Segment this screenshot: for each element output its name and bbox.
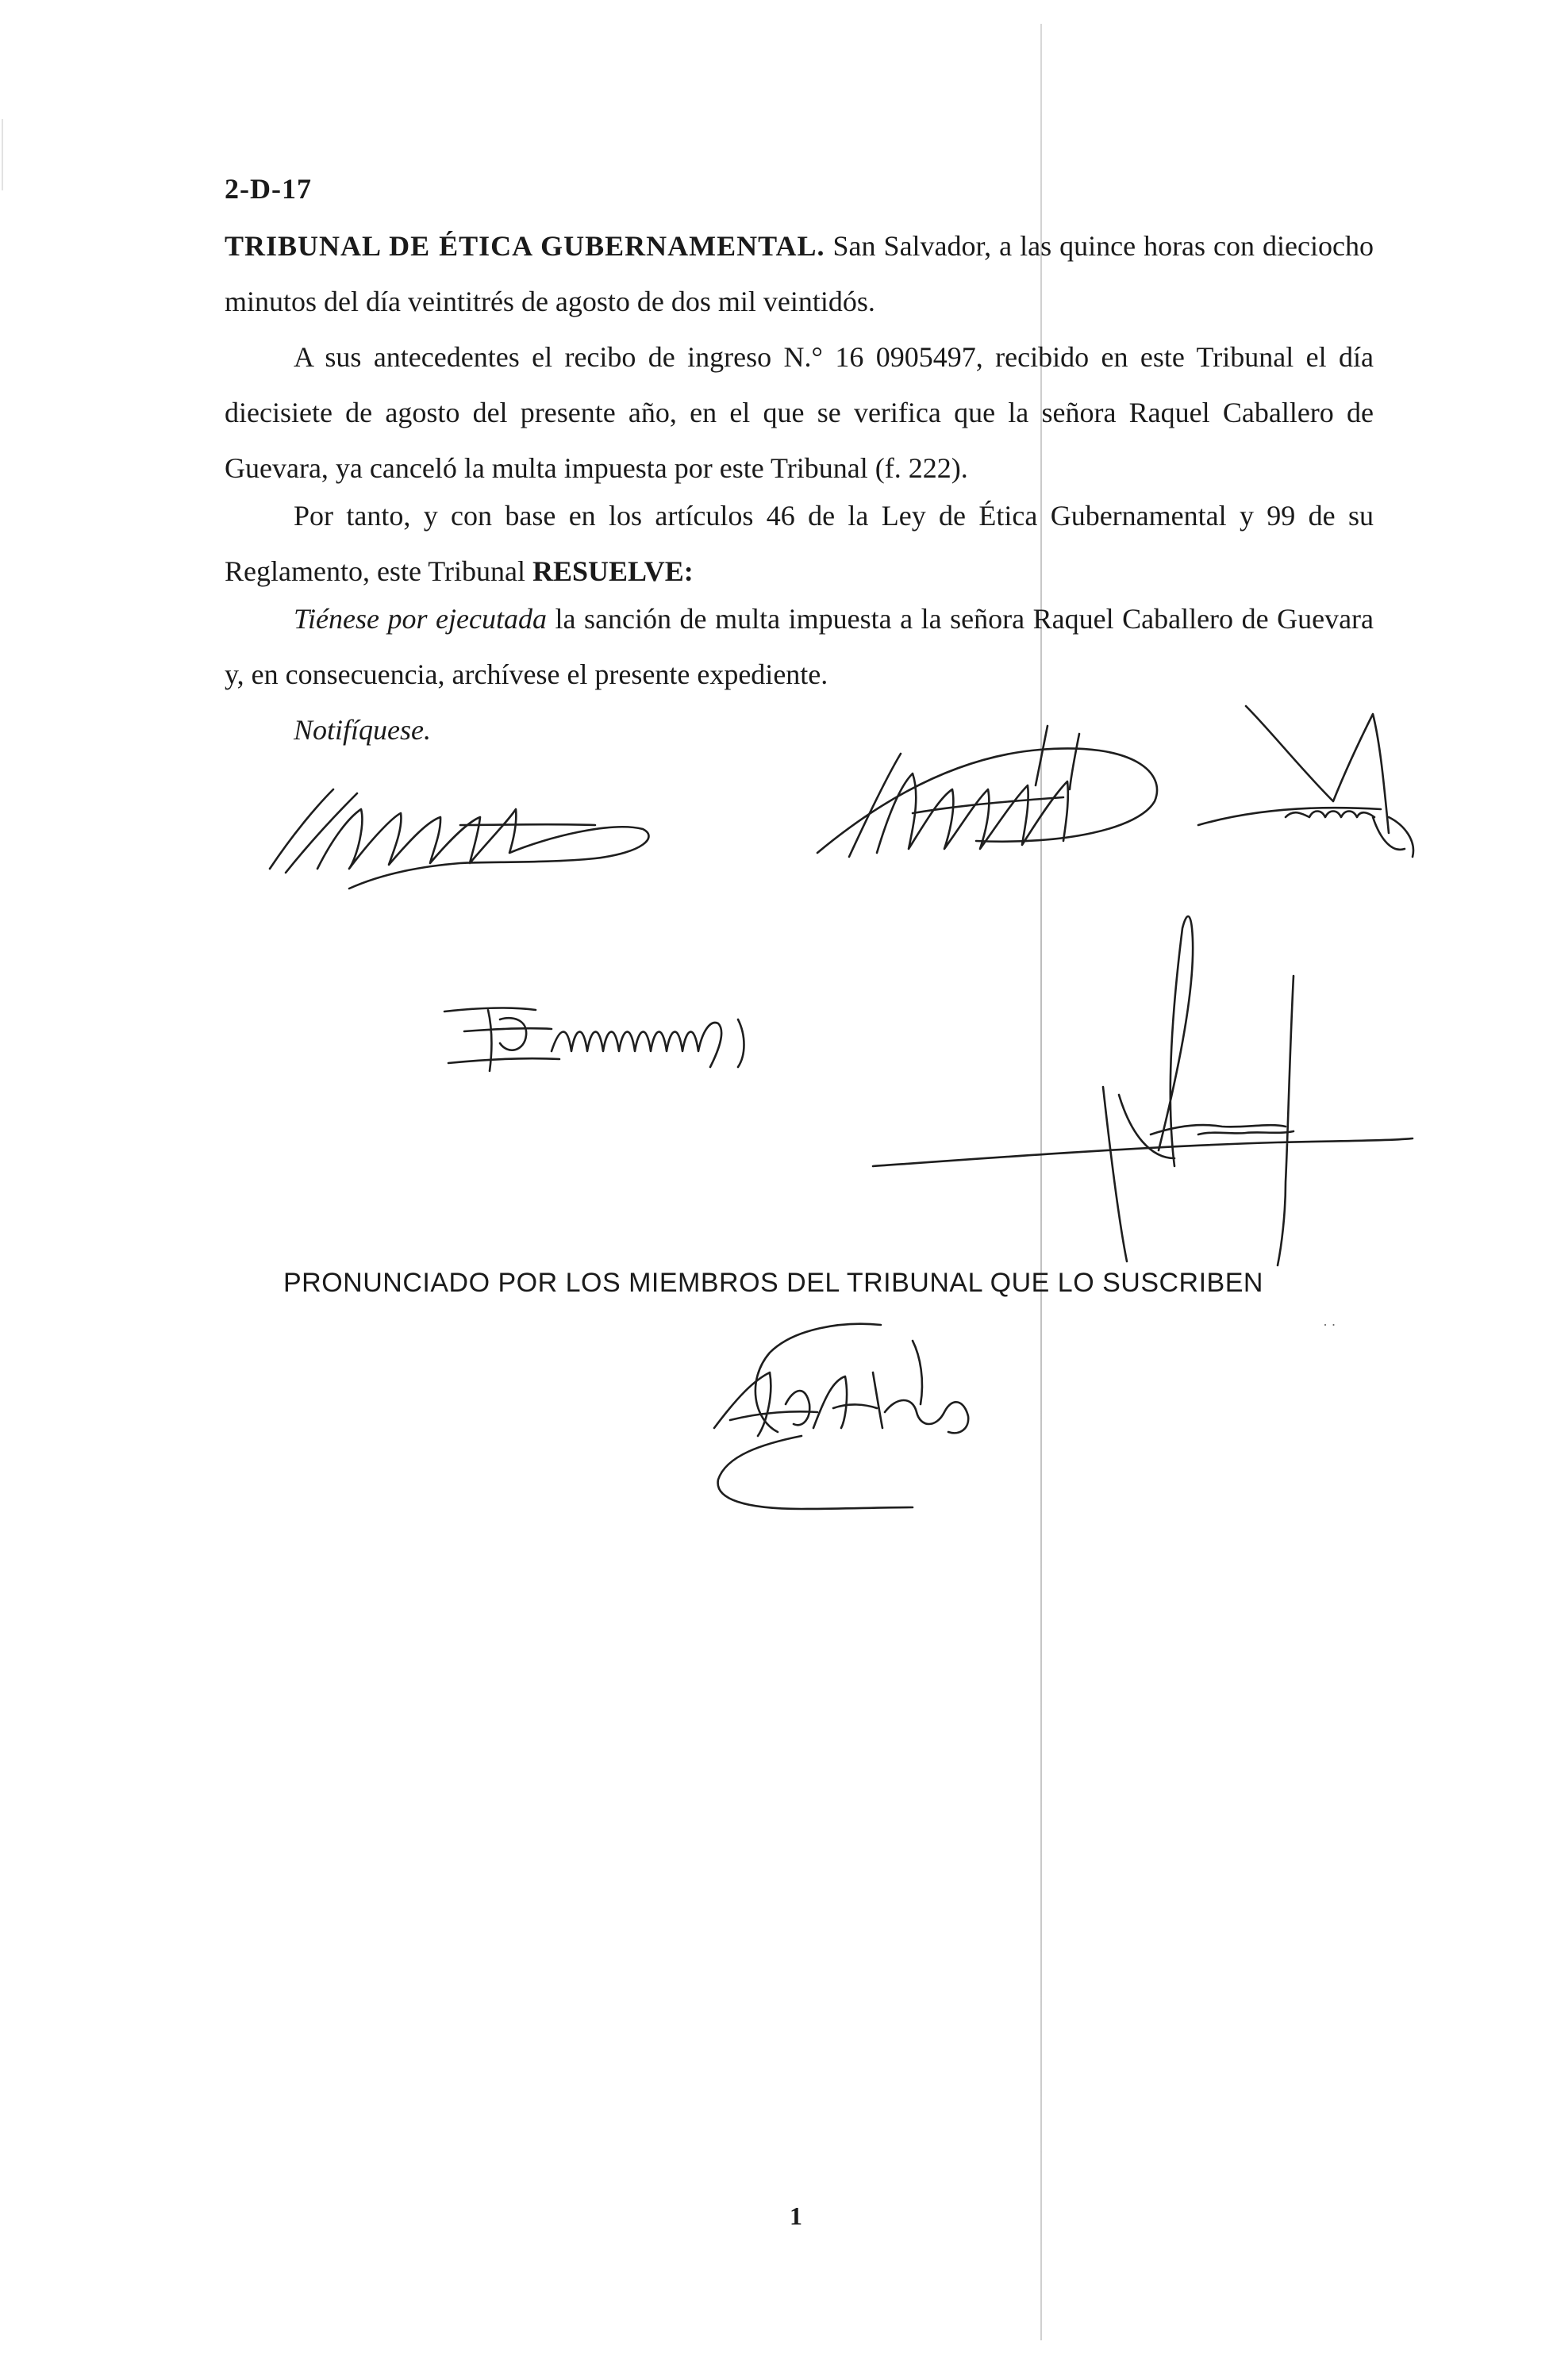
tribunal-name: TRIBUNAL DE ÉTICA GUBERNAMENTAL.	[225, 230, 825, 262]
notify-line: Notifíquese.	[294, 714, 431, 746]
basis-text: Por tanto, y con base en los artículos 46 de la Ley de Ética Gubernamental y 99 de su Reglamento, este Tribunal	[225, 500, 1374, 587]
header-paragraph	[225, 218, 1374, 329]
scan-edge-mark	[2, 119, 3, 190]
case-number: 2-D-17	[225, 173, 312, 205]
signature-6	[682, 1309, 1016, 1515]
signature-5	[865, 896, 1420, 1277]
resolution-italic: Tiénese por ejecutada	[294, 603, 547, 635]
scan-speck: · ·	[1323, 1317, 1336, 1333]
signature-4	[432, 996, 790, 1083]
pronounced-statement: PRONUNCIADO POR LOS MIEMBROS DEL TRIBUNAL QUE LO SUSCRIBEN	[283, 1268, 1263, 1298]
receipt-paragraph: A sus antecedentes el recibo de ingreso N.° 16 0905497, recibido en este Tribunal el día diecisiete de agosto del presente año, en el que se verifica que la señora Raquel Caballero de Guevara, ya canceló la multa impuesta por este Tribunal (f. 222).	[225, 341, 1374, 484]
resolution-paragraph	[225, 591, 1374, 702]
signature-2	[801, 710, 1174, 877]
signature-3	[1190, 698, 1444, 865]
page-number: 1	[790, 2202, 802, 2230]
resolution-text: la sanción de multa impuesta a la señora Raquel Caballero de Guevara y, en consecuencia, archívese el presente expediente.	[225, 603, 1374, 690]
basis-paragraph	[225, 488, 1374, 599]
date-line: San Salvador, a las quince horas con dieciocho minutos del día veintitrés de agosto de dos mil veintidós.	[225, 230, 1374, 317]
signature-1	[262, 762, 706, 904]
resolve-keyword: RESUELVE:	[532, 555, 694, 587]
